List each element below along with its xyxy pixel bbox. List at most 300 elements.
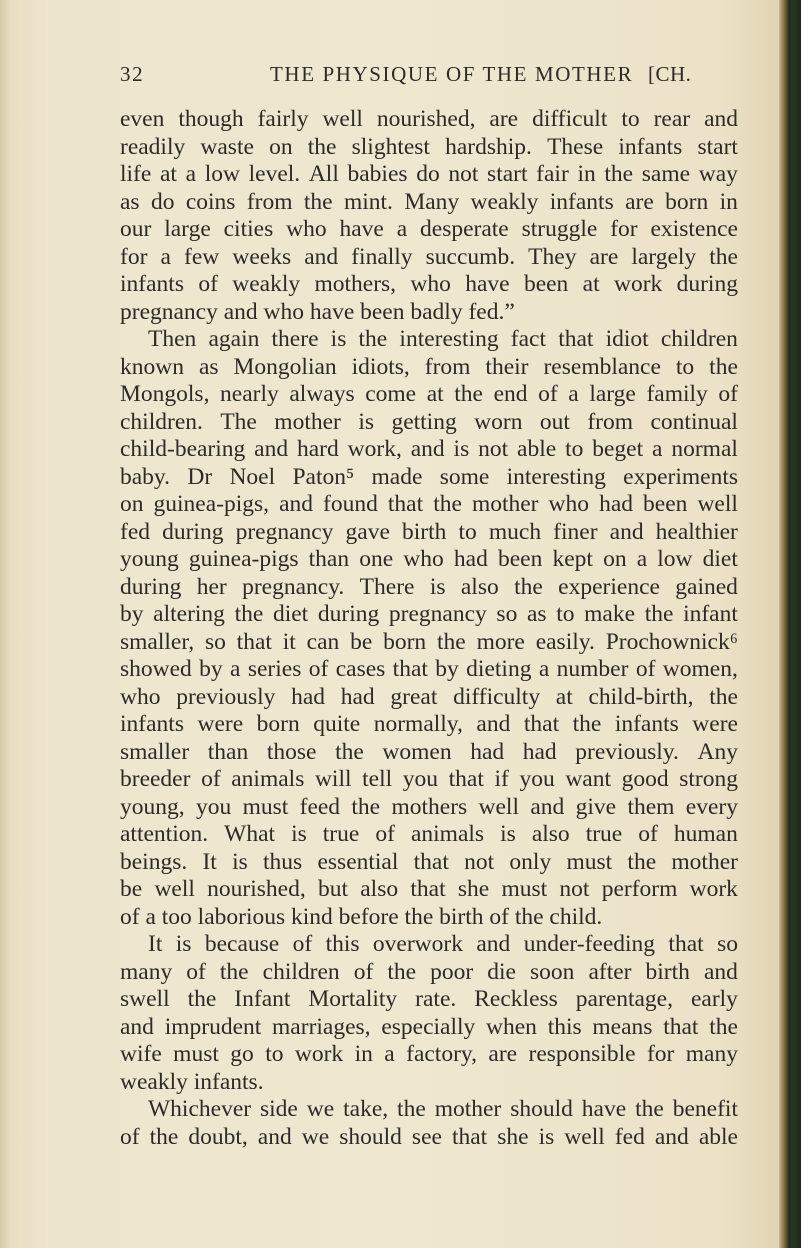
word: infants: [614, 711, 679, 737]
word: Noel: [229, 463, 276, 490]
word: must: [173, 1041, 219, 1067]
word: infants: [120, 271, 184, 297]
word: and: [476, 931, 511, 957]
word: even: [120, 106, 165, 132]
word: the: [307, 133, 337, 160]
word: cases: [335, 656, 386, 682]
word: All: [308, 161, 339, 187]
word: from: [587, 408, 634, 435]
word: parentage,: [575, 986, 673, 1012]
word: Prochownick⁶: [605, 628, 738, 655]
text-line: [120, 409, 738, 437]
word: and: [120, 1013, 154, 1040]
word: infants: [120, 711, 184, 737]
word: that: [663, 1013, 699, 1040]
word: a: [160, 243, 171, 270]
word: the: [454, 381, 483, 407]
word: during: [676, 271, 738, 297]
word: children.: [120, 408, 203, 435]
word: and: [703, 958, 738, 985]
word: many: [685, 1041, 738, 1067]
word: well: [478, 793, 519, 820]
word: experience: [558, 573, 660, 600]
word: go: [230, 1041, 254, 1067]
word: pregnancy: [388, 601, 487, 627]
text-line: [120, 959, 738, 987]
word: a: [636, 546, 648, 572]
word: the: [604, 161, 634, 187]
word: born: [256, 711, 300, 737]
word: continual: [650, 408, 738, 435]
word: worn: [474, 408, 523, 435]
word: that: [668, 931, 704, 957]
word: much: [488, 518, 542, 545]
word: mother: [671, 848, 738, 875]
word: the: [358, 326, 388, 352]
word: some: [439, 463, 490, 490]
word: good: [621, 766, 669, 792]
word: pregnancy.: [242, 573, 345, 600]
page-header: [120, 62, 740, 92]
word: is: [500, 821, 516, 847]
word: on: [603, 546, 627, 572]
text-line: [120, 216, 738, 244]
word: that: [448, 766, 484, 792]
word: the: [219, 958, 249, 985]
word: though: [178, 106, 244, 132]
word: a: [230, 656, 241, 682]
word: of: [186, 958, 206, 985]
text-line: [120, 326, 738, 354]
text-line: [120, 354, 738, 382]
word: you: [519, 766, 555, 792]
word: is: [175, 931, 192, 957]
word: altering: [153, 601, 225, 627]
book-spine: [779, 0, 801, 1248]
word: there: [271, 326, 319, 352]
word: animals: [410, 821, 485, 847]
word: showed: [120, 656, 192, 682]
word: the: [234, 601, 264, 627]
word: under-feeding: [523, 931, 656, 957]
word: had: [522, 738, 557, 765]
word: babies: [347, 161, 408, 187]
word: we: [306, 1096, 335, 1122]
word: should: [510, 1096, 573, 1122]
word: out: [539, 408, 570, 435]
word: we: [301, 1123, 330, 1150]
word: to: [675, 353, 695, 380]
word: and: [410, 436, 445, 462]
word: must: [501, 876, 548, 902]
word: previously.: [575, 738, 679, 765]
word: see: [411, 1123, 442, 1150]
word: had: [599, 491, 633, 517]
word: known: [120, 353, 184, 380]
word: strong: [679, 766, 738, 792]
word: family: [646, 381, 708, 407]
word: guinea-pigs,: [153, 491, 270, 517]
word: smaller: [120, 738, 190, 765]
word: rear: [653, 106, 691, 132]
word: existence: [650, 216, 738, 242]
word: of: [538, 381, 558, 407]
word: Reckless: [474, 986, 558, 1012]
word: benefit: [672, 1096, 738, 1122]
word: she: [457, 876, 490, 902]
word: healthier: [655, 518, 738, 545]
word: in: [719, 188, 738, 215]
word: to: [621, 106, 640, 132]
word: from: [424, 353, 471, 380]
word: are: [589, 243, 619, 270]
word: is: [291, 821, 307, 847]
word: the: [437, 628, 466, 655]
word: because: [204, 931, 280, 957]
word: of: [120, 1123, 140, 1150]
word: of: [198, 271, 218, 297]
word: tell: [362, 766, 393, 792]
word: The: [220, 408, 257, 435]
word: mother: [274, 408, 341, 435]
text-line: [120, 1124, 738, 1152]
word: large: [589, 381, 636, 407]
word: for: [610, 216, 638, 242]
word: There: [359, 573, 415, 600]
word: of: [718, 381, 738, 407]
word: weeks: [232, 243, 292, 270]
word: so: [204, 628, 226, 655]
word: work: [689, 876, 738, 902]
word: of: [292, 931, 313, 957]
word: had: [291, 683, 326, 710]
word: well: [697, 491, 738, 517]
word: this: [547, 1013, 582, 1040]
word: and: [257, 1123, 292, 1150]
text-line: [120, 189, 738, 217]
word: and: [530, 793, 565, 820]
word: young,: [120, 793, 185, 820]
word: human: [673, 821, 738, 847]
word: been: [497, 546, 543, 572]
word: and: [476, 711, 511, 737]
word: great: [390, 683, 438, 710]
word: is: [538, 1123, 555, 1150]
word: Mongolian: [233, 353, 337, 380]
word: of: [308, 656, 329, 682]
word: the: [635, 1096, 664, 1122]
text-line: [120, 656, 738, 684]
word: true: [322, 821, 360, 847]
word: that: [558, 326, 594, 352]
word: Then: [148, 326, 197, 352]
text-line: [120, 491, 738, 519]
word: to: [565, 436, 584, 462]
text-line: [120, 821, 738, 849]
word: do: [150, 188, 175, 215]
word: normal: [671, 436, 738, 462]
word: true: [585, 821, 623, 847]
word: always: [289, 381, 355, 407]
word: mint.: [343, 188, 393, 215]
word: the: [397, 1096, 426, 1122]
word: in: [577, 161, 596, 187]
word: the: [709, 353, 738, 380]
word: gained: [675, 573, 738, 600]
word: not: [478, 436, 509, 462]
running-head: THE PHYSIQUE OF THE MOTHER: [270, 62, 634, 86]
word: children: [262, 958, 340, 985]
word: than: [207, 738, 249, 765]
word: that: [387, 491, 424, 517]
word: baby.: [120, 463, 171, 490]
word: more: [476, 628, 525, 655]
word: not: [559, 876, 590, 902]
word: hard: [297, 436, 339, 462]
text-line: [120, 1041, 738, 1069]
word: her: [196, 573, 227, 600]
word: also: [531, 821, 570, 847]
word: also: [360, 876, 399, 902]
word: by: [435, 656, 459, 682]
word: work: [294, 1041, 344, 1067]
text-line-content: pregnancy and who have been badly fed.”: [120, 298, 515, 325]
word: mother: [434, 1096, 502, 1122]
word: at: [555, 683, 573, 710]
chapter-abbrev: [CH.: [648, 62, 692, 86]
word: struggle: [521, 216, 598, 242]
word: found: [323, 491, 378, 517]
word: way: [698, 161, 738, 187]
word: What: [224, 821, 276, 847]
word: who: [403, 546, 444, 572]
word: to: [458, 518, 477, 545]
word: life: [120, 161, 152, 187]
word: the: [644, 601, 674, 627]
word: perform: [601, 876, 678, 902]
word: have: [465, 271, 510, 297]
body-text: [120, 106, 738, 1151]
text-line: [120, 381, 738, 409]
text-line-content: of a too laborious kind before the birth of the child.: [120, 903, 603, 930]
word: as: [198, 353, 219, 380]
word: poor: [430, 958, 474, 985]
word: make: [584, 601, 636, 627]
word: when: [486, 1013, 537, 1040]
word: finer: [553, 518, 598, 545]
page-number: 32: [120, 62, 145, 86]
word: same: [641, 161, 691, 187]
word: wife: [120, 1041, 162, 1067]
word: will: [314, 766, 352, 792]
word: during: [317, 601, 380, 627]
word: overwork: [372, 931, 463, 957]
word: as: [526, 601, 547, 627]
word: the: [709, 683, 738, 710]
word: start: [697, 133, 738, 160]
word: and: [704, 106, 738, 132]
word: thus: [263, 848, 303, 875]
word: a: [396, 216, 408, 242]
word: Dr: [187, 463, 213, 490]
word: give: [575, 793, 617, 820]
word: soon: [529, 958, 575, 985]
word: and: [654, 1123, 689, 1150]
word: interesting: [506, 463, 606, 490]
word: the: [709, 243, 738, 270]
word: during: [162, 518, 224, 545]
word: the: [627, 848, 657, 875]
word: difficulty: [453, 683, 541, 710]
word: readily: [120, 133, 186, 160]
word: is: [330, 326, 347, 352]
word: during: [120, 573, 182, 600]
word: nourished,: [376, 106, 476, 132]
word: Infant: [234, 986, 291, 1012]
word: only: [509, 848, 552, 875]
text-line: [120, 739, 738, 767]
word: many: [120, 958, 173, 985]
word: as: [120, 188, 140, 215]
word: are: [488, 1041, 518, 1067]
word: fact: [510, 326, 547, 352]
text-line: [120, 931, 738, 959]
text-line: [120, 519, 738, 547]
word: you: [195, 793, 232, 820]
word: you: [402, 766, 439, 792]
text-line: [120, 876, 738, 904]
word: fairly: [257, 106, 309, 132]
word: nourished,: [207, 876, 306, 902]
word: must: [242, 793, 289, 820]
word: want: [565, 766, 611, 792]
text-line: [120, 244, 738, 272]
word: the: [351, 793, 381, 820]
word: work: [613, 271, 663, 297]
word: the: [572, 711, 602, 737]
word: imprudent: [164, 1013, 262, 1040]
word: than: [308, 546, 350, 572]
word: a: [185, 161, 197, 187]
word: and: [609, 518, 644, 545]
word: a: [652, 436, 663, 462]
word: easily.: [535, 628, 595, 655]
word: a: [568, 381, 579, 407]
text-line: [120, 1096, 738, 1124]
word: who: [548, 491, 590, 517]
word: also: [460, 573, 499, 600]
word: It: [148, 931, 163, 957]
text-line: [120, 546, 738, 574]
word: to: [265, 1041, 284, 1067]
word: fed: [614, 1123, 645, 1150]
word: that: [413, 848, 449, 875]
text-line: [120, 134, 738, 162]
word: who: [410, 271, 451, 297]
word: if: [494, 766, 509, 792]
word: low: [657, 546, 693, 572]
word: after: [588, 958, 632, 985]
word: had: [340, 683, 375, 710]
word: birth: [645, 958, 690, 985]
word: diet: [272, 601, 309, 627]
word: have: [339, 216, 384, 242]
word: by: [120, 601, 144, 627]
word: largely: [631, 243, 697, 270]
word: do: [416, 161, 440, 187]
text-line: [120, 849, 738, 877]
word: a: [538, 656, 550, 682]
word: means: [592, 1013, 653, 1040]
word: able: [517, 436, 557, 462]
text-line: [120, 574, 738, 602]
word: well: [564, 1123, 605, 1150]
word: been: [523, 271, 569, 297]
text-line: [120, 161, 738, 189]
word: take,: [343, 1096, 389, 1122]
word: work,: [347, 436, 402, 462]
word: die: [487, 958, 516, 985]
word: in: [354, 1041, 373, 1067]
word: quite: [313, 711, 361, 737]
word: swell: [120, 986, 170, 1012]
word: by: [199, 656, 223, 682]
word: well: [322, 106, 363, 132]
word: women,: [662, 656, 738, 682]
text-line: [120, 601, 738, 629]
word: at: [426, 381, 444, 407]
word: normally,: [373, 711, 463, 737]
word: and: [304, 243, 339, 270]
word: mothers,: [314, 271, 397, 297]
text-line: [120, 794, 738, 822]
word: Mongols,: [120, 381, 210, 407]
word: were: [692, 711, 738, 737]
word: child-bearing: [120, 436, 246, 462]
word: be: [350, 628, 373, 655]
word: not: [464, 848, 495, 875]
word: the: [303, 188, 333, 215]
word: dieting: [466, 656, 532, 682]
word: resemblance: [543, 353, 661, 380]
word: the: [149, 1123, 179, 1150]
word: large: [164, 216, 211, 242]
word: them: [627, 793, 675, 820]
word: weakly: [470, 188, 539, 215]
word: mothers: [391, 793, 468, 820]
word: at: [159, 161, 177, 187]
word: the: [514, 573, 543, 600]
word: desperate: [420, 216, 509, 242]
word: idiots,: [351, 353, 410, 380]
word: birth: [402, 518, 447, 545]
text-line: [120, 684, 738, 712]
word: beings.: [120, 848, 188, 875]
word: experiments: [623, 463, 738, 490]
word: should: [339, 1123, 402, 1150]
word: infant: [683, 601, 738, 627]
word: It: [202, 848, 217, 875]
word: able: [698, 1123, 738, 1150]
word: number: [556, 656, 629, 682]
word: attention.: [120, 821, 209, 847]
word: early: [690, 986, 738, 1012]
word: had: [453, 546, 488, 572]
page-edge-shadow: [0, 0, 10, 1248]
text-line: [120, 271, 738, 299]
word: interesting: [399, 326, 499, 352]
word: made: [371, 463, 423, 490]
